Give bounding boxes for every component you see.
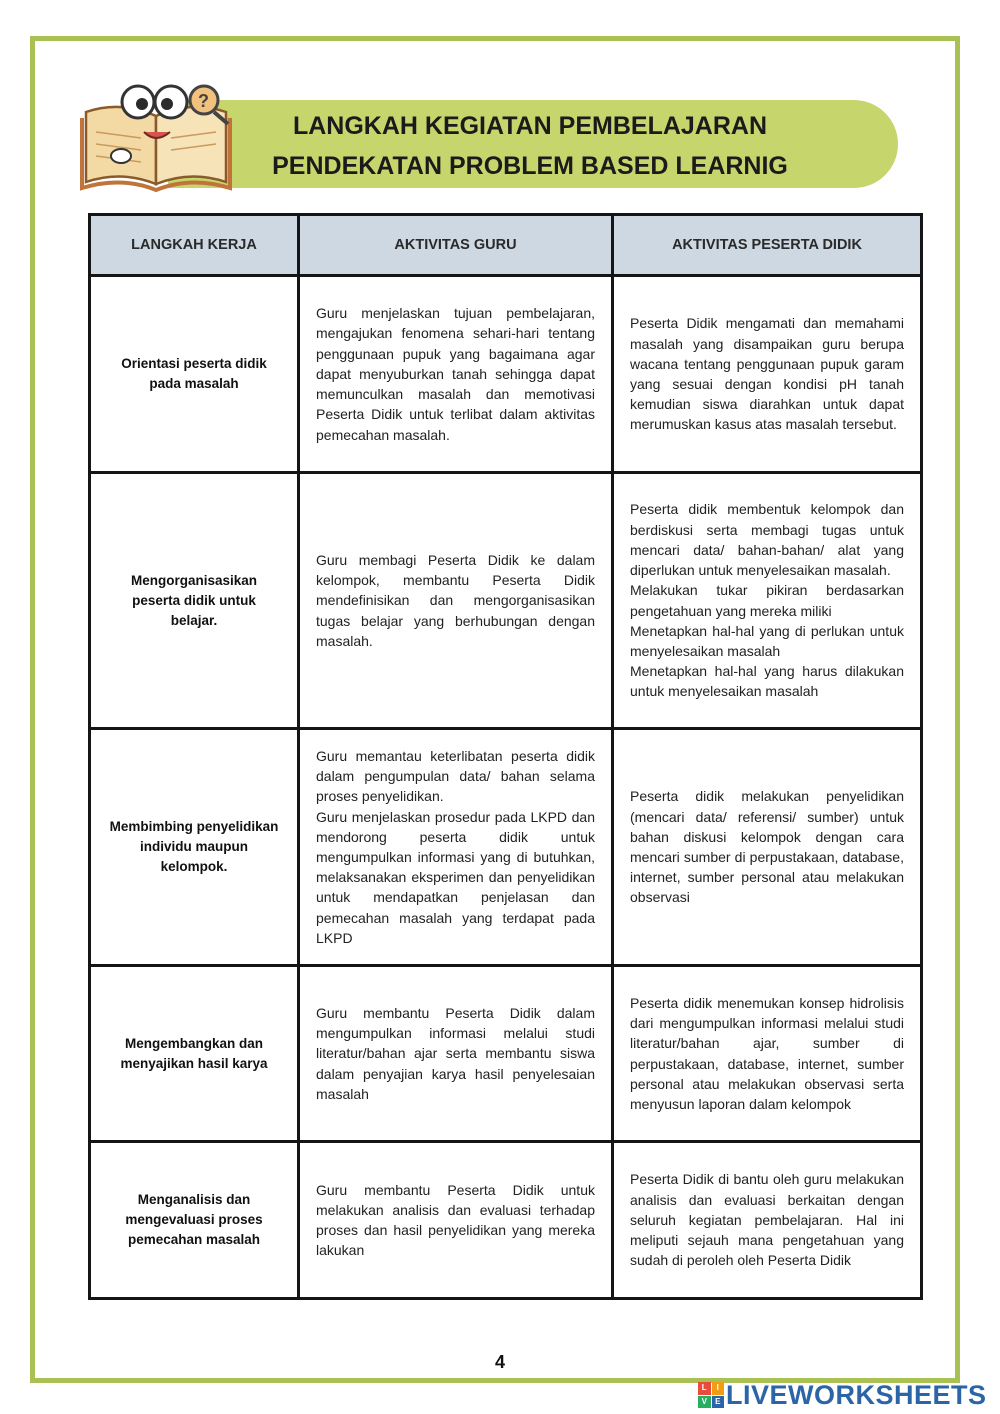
step-cell: Orientasi peserta didik pada masalah [90, 276, 299, 473]
step-cell: Membimbing penyelidikan individu maupun kelompok. [90, 729, 299, 966]
step-cell: Mengembangkan dan menyajikan hasil karya [90, 966, 299, 1142]
siswa-activity-text: Peserta Didik mengamati dan memahami masalah yang disampaikan guru berupa wacana tentang penggunaan pupuk garam yang sesuai dengan kondisi pH tanah kemudian siswa diarahkan untuk dapat merumuskan kasus atas masalah tersebut. [630, 315, 904, 433]
siswa-activity-cell [613, 729, 922, 966]
siswa-activity-cell [613, 276, 922, 473]
guru-activity-cell [299, 473, 613, 729]
table-row [90, 966, 922, 1142]
header-aktivitas-peserta-didik: AKTIVITAS PESERTA DIDIK [613, 215, 922, 276]
siswa-activity-text: Peserta didik melakukan penyelidikan (mencari data/ referensi/ sumber) untuk bahan diskusi kelompok dengan cara mencari sumber di perpustakaan, database, internet, sumber personal atau melakukan observasi [630, 788, 904, 906]
siswa-activity-text: Peserta didik membentuk kelompok dan berdiskusi serta membagi tugas untuk mencari data/ bahan-bahan/ alat yang diperlukan untuk menyelesaikan masalah. [630, 501, 904, 579]
guru-activity-text: Guru menjelaskan prosedur pada LKPD dan mendorong peserta didik untuk mengumpulkan informasi yang di butuhkan, melaksanakan eksperimen dan penyelidikan untuk mendapatkan penjelasan dan pemecahan masalah yang terdapat pada LKPD [316, 808, 595, 946]
step-cell: Mengorganisasikan peserta didik untuk belajar. [90, 473, 299, 729]
guru-activity-cell [299, 1142, 613, 1299]
siswa-activity-text: Peserta didik menemukan konsep hidrolisis dari mengumpulkan informasi melalui studi literatur/bahan ajar, sumber di perpustakaan, database, internet, sumber personal atau melakukan observasi serta menyusun laporan dalam kelompok [630, 994, 904, 1112]
liveworksheets-logo[interactable] [698, 1380, 987, 1410]
siswa-activity-cell [613, 966, 922, 1142]
table-row [90, 473, 922, 729]
page-title [180, 104, 880, 188]
title-line-1: LANGKAH KEGIATAN PEMBELAJARAN [292, 112, 768, 140]
siswa-activity-text: Menetapkan hal-hal yang harus dilakukan untuk menyelesaikan masalah [630, 663, 904, 700]
header-langkah-kerja: LANGKAH KERJA [90, 215, 299, 276]
guru-activity-cell [299, 276, 613, 473]
title-line-2: PENDEKATAN PROBLEM BASED LEARNIG [272, 152, 788, 180]
table-row [90, 729, 922, 966]
svg-text:?: ? [198, 91, 209, 111]
table-row [90, 276, 922, 473]
table-row [90, 1142, 922, 1299]
siswa-activity-text: Melakukan tukar pikiran berdasarkan pengetahuan yang mereka miliki [630, 582, 904, 619]
learning-steps-table [88, 213, 923, 1300]
logo-blocks-icon: L I V E [698, 1382, 724, 1408]
guru-activity-text: Guru menjelaskan tujuan pembelajaran, mengajukan fenomena sehari-hari tentang penggunaan pupuk yang bagaimana agar dapat menyuburkan tanah sehingga dapat memunculkan masalah dan memotivasi Peserta Didik untuk terlibat dalam aktivitas pemecahan masalah. [316, 305, 595, 443]
siswa-activity-text: Peserta Didik di bantu oleh guru melakukan analisis dan evaluasi berkaitan dengan seluruh kegiatan pembelajaran. Hal ini meliputi sejauh mana pengetahuan yang sudah di peroleh oleh Peserta Didik [630, 1171, 904, 1269]
guru-activity-text: Guru membantu Peserta Didik untuk melakukan analisis dan evaluasi terhadap proses dan hasil penyelidikan yang mereka lakukan [316, 1181, 595, 1259]
guru-activity-text: Guru membagi Peserta Didik ke dalam kelompok, membantu Peserta Didik mendefinisikan dan mengorganisasikan tugas belajar yang berhubungan dengan masalah. [316, 551, 595, 649]
guru-activity-text: Guru membantu Peserta Didik dalam mengumpulkan informasi melalui studi literatur/bahan ajar serta membantu siswa dalam penyajian karya hasil penyelesaian masalah [316, 1004, 595, 1102]
page-number: 4 [494, 1352, 505, 1372]
siswa-activity-text: Menetapkan hal-hal yang di perlukan untuk menyelesaikan masalah [630, 622, 904, 659]
siswa-activity-cell [613, 1142, 922, 1299]
guru-activity-cell [299, 729, 613, 966]
step-cell: Menganalisis dan mengevaluasi proses pemecahan masalah [90, 1142, 299, 1299]
guru-activity-text: Guru memantau keterlibatan peserta didik dalam pengumpulan data/ bahan selama proses penyelidikan. [316, 747, 595, 805]
guru-activity-cell [299, 966, 613, 1142]
logo-text: LIVEWORKSHEETS [726, 1379, 987, 1410]
header-aktivitas-guru: AKTIVITAS GURU [299, 215, 613, 276]
siswa-activity-cell [613, 473, 922, 729]
table-header-row [90, 215, 922, 276]
